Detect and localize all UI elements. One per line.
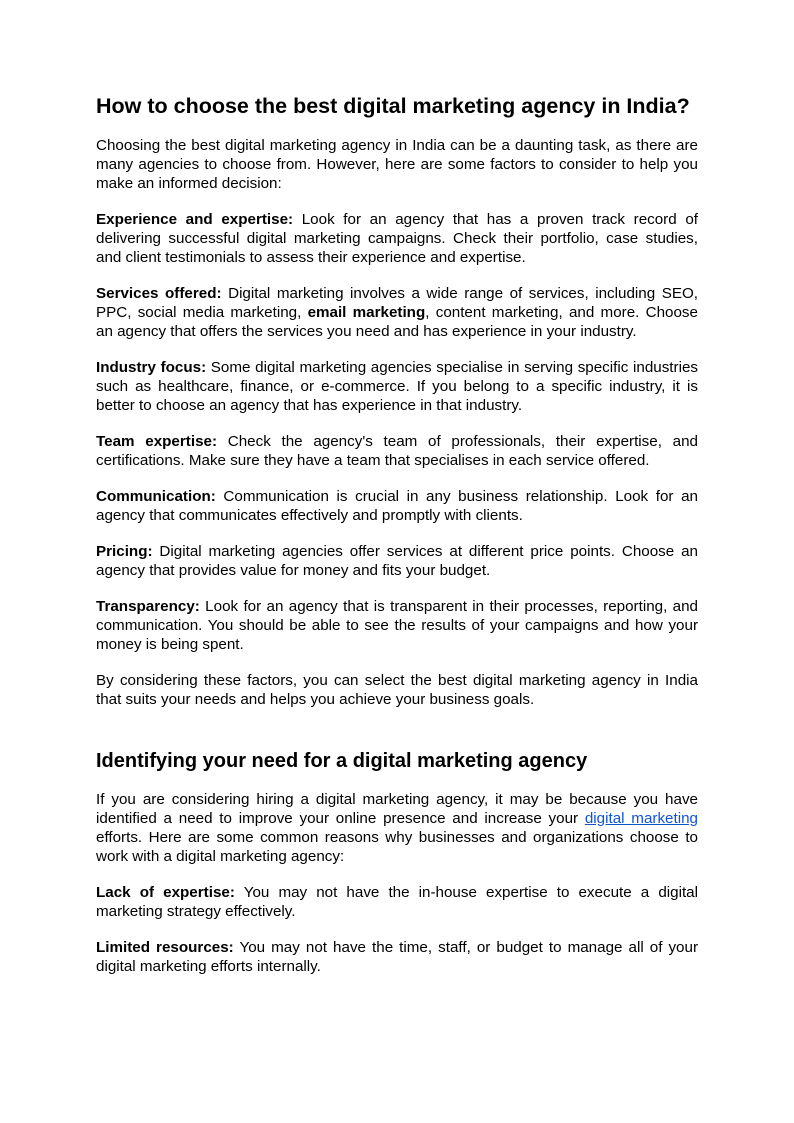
factor-experience-label: Experience and expertise: — [96, 211, 294, 228]
need-intro-text-after: efforts. Here are some common reasons why businesses and organizations choose to work with a digital marketing agency: — [96, 829, 698, 865]
reason-limited-resources — [96, 938, 698, 976]
need-intro-paragraph — [96, 790, 698, 866]
factor-communication-text: Communication is crucial in any business relationship. Look for an agency that communicates effectively and promptly with clients. — [96, 488, 698, 524]
factor-experience-text: Look for an agency that has a proven track record of delivering successful digital marketing campaigns. Check their portfolio, case studies, and client testimonials to assess their experience and expertise. — [96, 211, 698, 266]
factor-pricing — [96, 542, 698, 580]
factor-services-text-before: Digital marketing involves a wide range of services, including SEO, PPC, social media marketing, — [96, 285, 698, 321]
factor-transparency-text: Look for an agency that is transparent in their processes, reporting, and communication. You should be able to see the results of your campaigns and how your money is being spent. — [96, 598, 698, 653]
factor-services-email-marketing: email marketing — [307, 304, 426, 321]
heading-identifying-need: Identifying your need for a digital marketing agency — [96, 750, 588, 772]
reason-limited-text: You may not have the time, staff, or budget to manage all of your digital marketing efforts internally. — [96, 939, 698, 975]
need-intro-text-before: If you are considering hiring a digital marketing agency, it may be because you have identified a need to improve your online presence and increase your — [96, 791, 698, 827]
factor-communication — [96, 487, 698, 525]
factor-pricing-text: Digital marketing agencies offer services at different price points. Choose an agency that provides value for money and fits your budget. — [96, 543, 698, 579]
intro-paragraph: Choosing the best digital marketing agency in India can be a daunting task, as there are many agencies to choose from. However, here are some factors to consider to help you make an informed decision: — [96, 137, 698, 192]
reason-lack-label: Lack of expertise: — [96, 884, 235, 901]
factor-team-label: Team expertise: — [96, 433, 218, 450]
factor-communication-label: Communication: — [96, 488, 216, 505]
factor-services-label: Services offered: — [96, 285, 222, 302]
reason-lack-of-expertise — [96, 883, 698, 921]
factor-services-text-after: , content marketing, and more. Choose an agency that offers the services you need and has experience in your industry. — [96, 304, 698, 340]
factor-experience — [96, 210, 698, 267]
factor-team — [96, 432, 698, 470]
factor-transparency-label: Transparency: — [96, 598, 200, 615]
factor-transparency — [96, 597, 698, 654]
factor-team-text: Check the agency's team of professionals, their expertise, and certifications. Make sure they have a team that specialises in each service offered. — [96, 433, 698, 469]
factor-industry — [96, 358, 698, 415]
factor-pricing-label: Pricing: — [96, 543, 153, 560]
reason-limited-label: Limited resources: — [96, 939, 234, 956]
factor-services — [96, 284, 698, 341]
document-page — [96, 94, 698, 976]
conclusion-paragraph: By considering these factors, you can select the best digital marketing agency in India that suits your needs and helps you achieve your business goals. — [96, 672, 698, 708]
digital-marketing-link[interactable]: digital marketing — [584, 810, 698, 827]
factor-industry-text: Some digital marketing agencies specialise in serving specific industries such as healthcare, finance, or e-commerce. If you belong to a specific industry, it is better to choose an agency that has experience in that industry. — [96, 359, 698, 414]
reason-lack-text: You may not have the in-house expertise to execute a digital marketing strategy effectively. — [96, 884, 698, 920]
factor-industry-label: Industry focus: — [96, 359, 207, 376]
heading-choose-agency: How to choose the best digital marketing agency in India? — [96, 94, 690, 118]
